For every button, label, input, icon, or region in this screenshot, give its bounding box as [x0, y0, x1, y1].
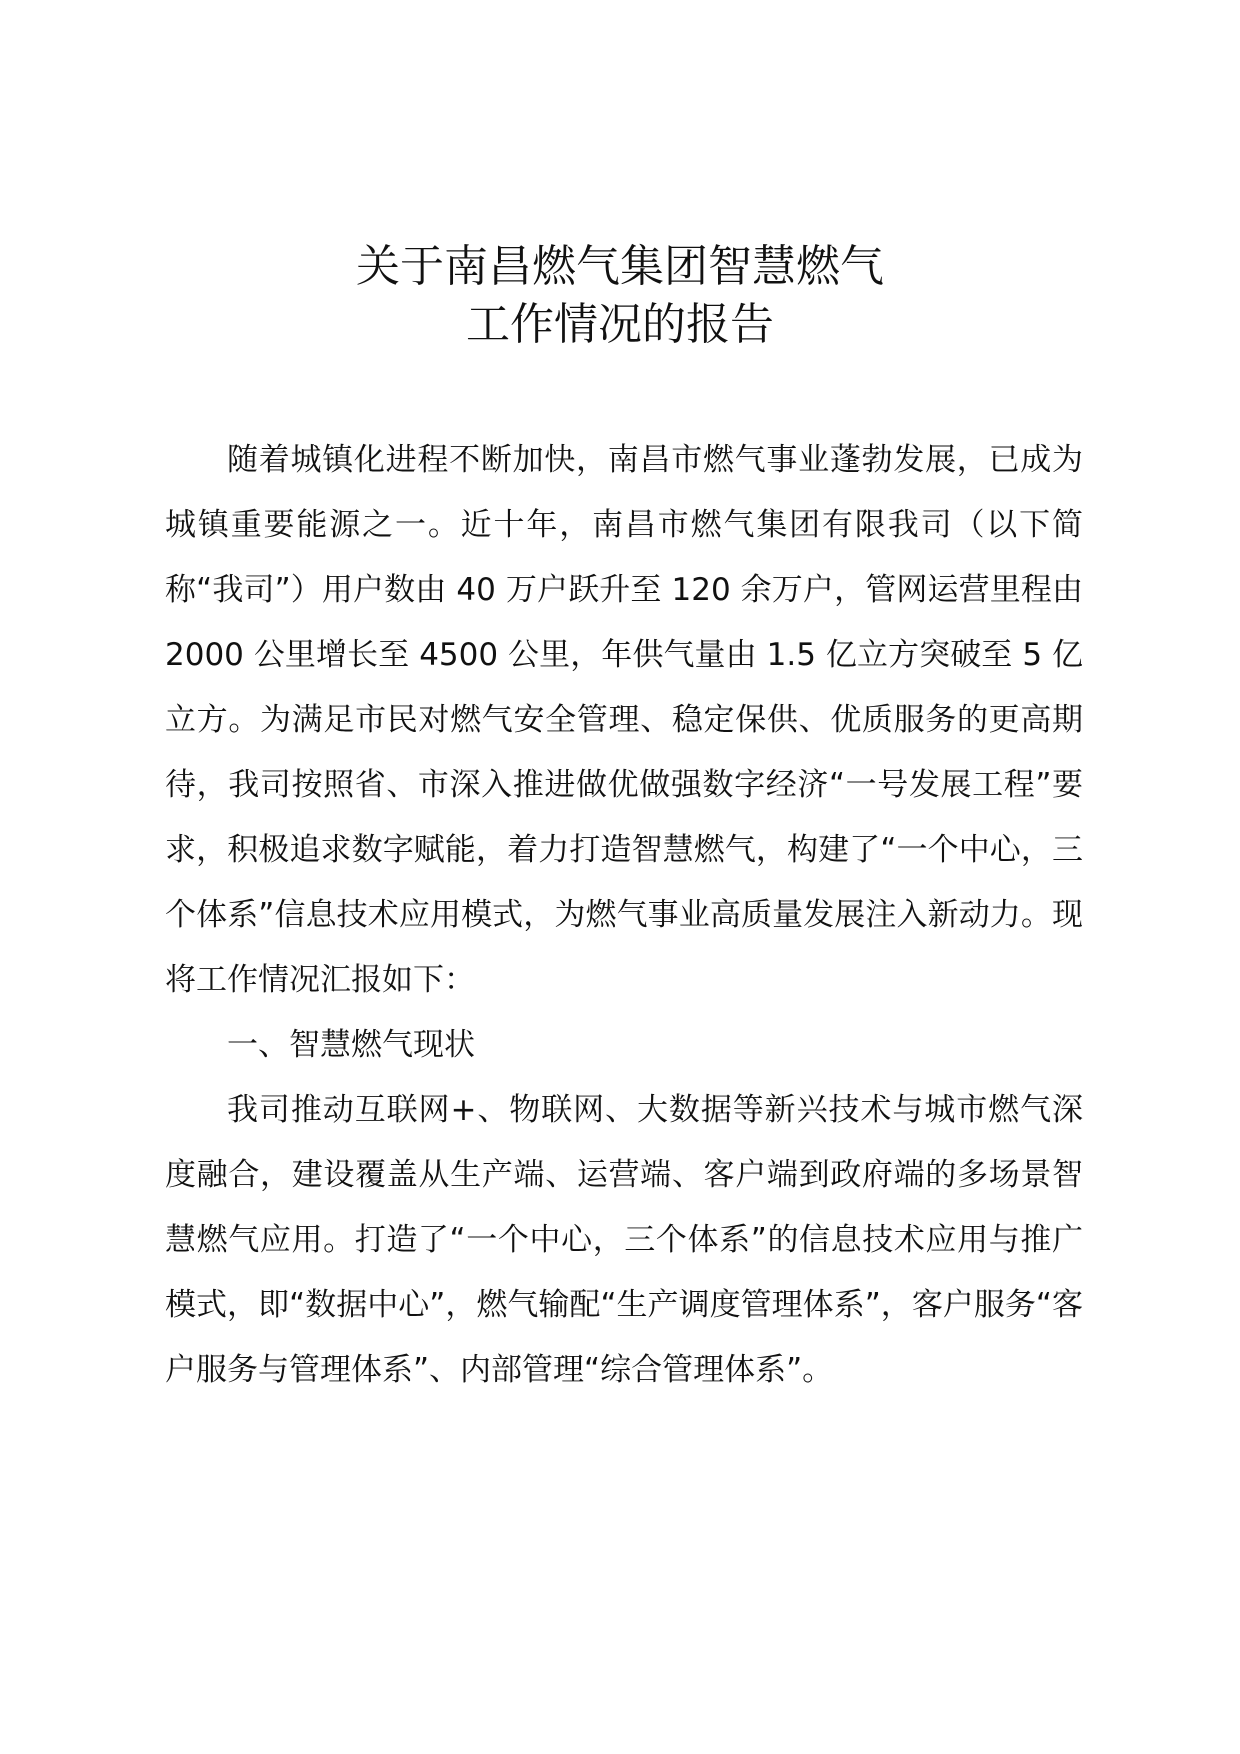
document-body — [165, 428, 1083, 1403]
intro-paragraph: 随着城镇化进程不断加快，南昌市燃气事业蓬勃发展，已成为城镇重要能源之一。近十年，南昌市燃气集团有限我司（以下简称“我司”）用户数由 40 万户跃升至 120 余万户，管网运营里程由 2000 公里增长至 4500 公里，年供气量由 1.5 亿立方突破至 5 亿立方。为满足市民对燃气安全管理、稳定保供、优质服务的更高期待，我司按照省、市深入推进做优做强数字经济“一号发展工程”要求，积极追求数字赋能，着力打造智慧燃气，构建了“一个中心，三个体系”信息技术应用模式，为燃气事业高质量发展注入新动力。现将工作情况汇报如下： — [165, 442, 1083, 998]
section-heading: 一、智慧燃气现状 — [227, 1027, 475, 1063]
document-title — [0, 238, 1240, 354]
title-line-2: 工作情况的报告 — [466, 299, 774, 350]
section-paragraph: 我司推动互联网+、物联网、大数据等新兴技术与城市燃气深度融合，建设覆盖从生产端、运营端、客户端到政府端的多场景智慧燃气应用。打造了“一个中心，三个体系”的信息技术应用与推广模式，即“数据中心”，燃气输配“生产调度管理体系”，客户服务“客户服务与管理体系”、内部管理“综合管理体系”。 — [165, 1092, 1083, 1388]
title-line-1: 关于南昌燃气集团智慧燃气 — [356, 241, 884, 292]
